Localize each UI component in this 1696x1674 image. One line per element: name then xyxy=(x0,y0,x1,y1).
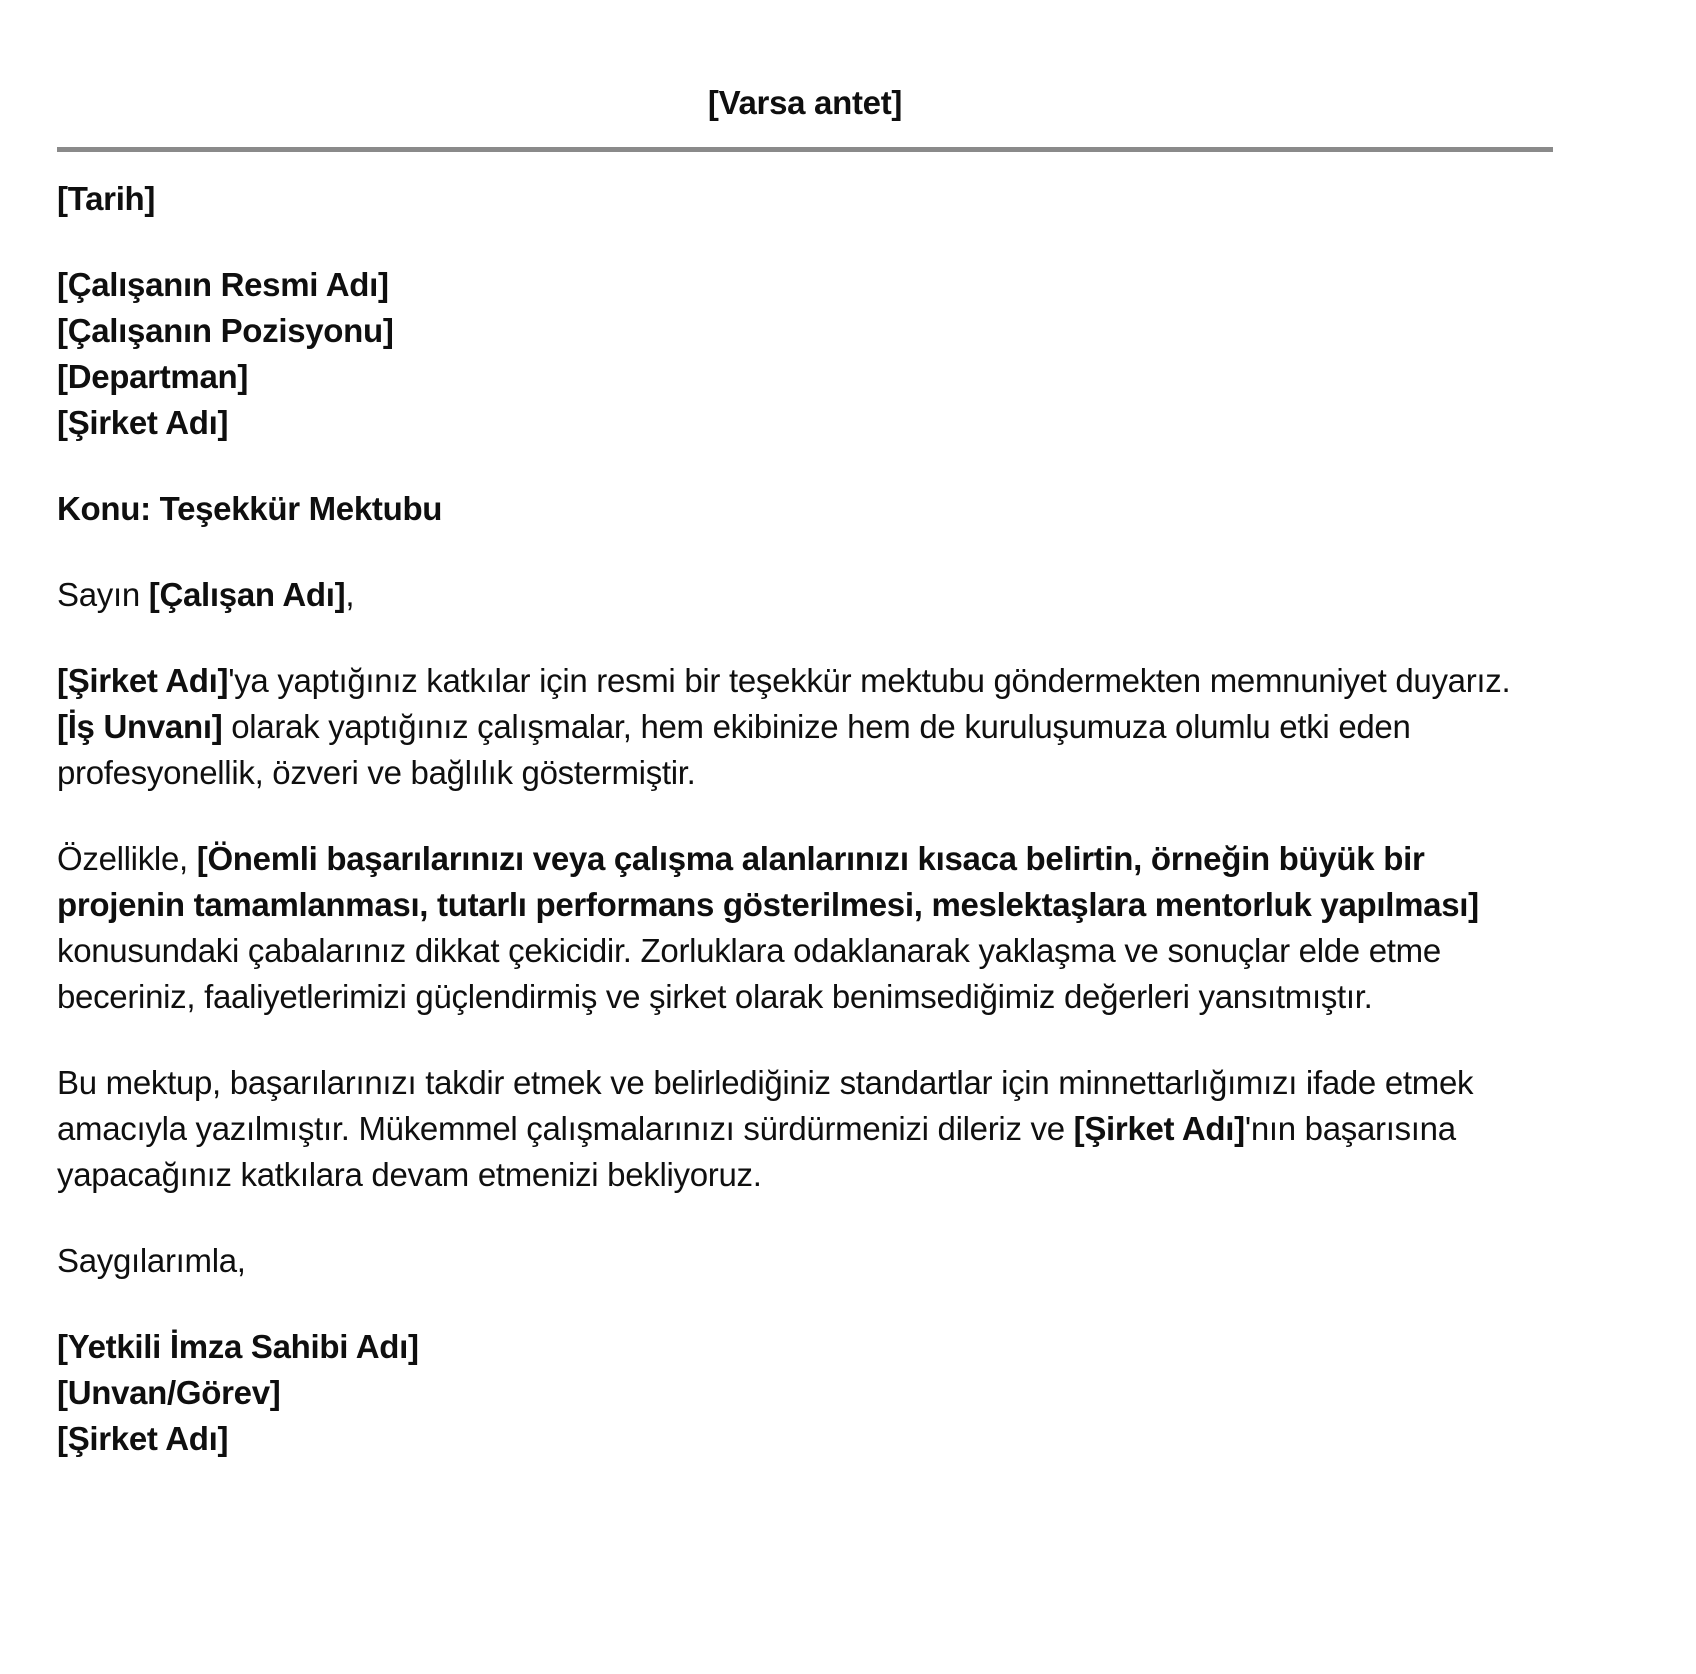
salutation xyxy=(57,572,1553,618)
salutation-prefix: Sayın xyxy=(57,576,140,613)
paragraph-achievements-lead: Özellikle, xyxy=(57,840,197,877)
paragraph-purpose-rest: 'nın başarısına yapacağınız katkılara devam etmenizi bekliyoruz. xyxy=(57,1110,1456,1193)
achievements-placeholder: [Önemli başarılarınızı veya çalışma alanlarınızı kısaca belirtin, örneğin büyük bir projenin tamamlanması, tutarlı performans gösterilmesi, meslektaşlara mentorluk yapılması] xyxy=(57,840,1479,923)
paragraph-appreciation-text-1: 'ya yaptığınız katkılar için resmi bir teşekkür mektubu göndermekten memnuniyet duyarız. xyxy=(228,662,1511,699)
recipient-block xyxy=(57,262,1553,446)
letterhead-divider xyxy=(57,147,1553,152)
paragraph-appreciation xyxy=(57,658,1553,796)
signature-line-title: [Unvan/Görev] xyxy=(57,1374,281,1411)
company-name-placeholder-2: [Şirket Adı] xyxy=(1073,1110,1245,1147)
paragraph-appreciation-text-2: olarak yaptığınız çalışmalar, hem ekibinize hem de kuruluşumuza olumlu etki eden profesyonellik, özveri ve bağlılık göstermiştir. xyxy=(57,708,1411,791)
paragraph-achievements-rest: konusundaki çabalarınız dikkat çekicidir. Zorluklara odaklanarak yaklaşma ve sonuçlar elde etme beceriniz, faaliyetlerimizi güçlendirmiş ve şirket olarak benimsediğimiz değerleri yansıtmıştır. xyxy=(57,932,1441,1015)
recipient-line-company: [Şirket Adı] xyxy=(57,404,229,441)
signature-line-signer: [Yetkili İmza Sahibi Adı] xyxy=(57,1328,419,1365)
company-name-placeholder: [Şirket Adı] xyxy=(57,662,229,699)
salutation-suffix: , xyxy=(345,576,355,613)
recipient-line-position: [Çalışanın Pozisyonu] xyxy=(57,312,394,349)
salutation-employee-name: [Çalışan Adı] xyxy=(148,576,346,613)
paragraph-purpose-lead: Bu mektup, başarılarınızı takdir etmek ve belirlediğiniz standartlar için minnettarlığımızı ifade etmek amacıyla yazılmıştır. Mükemmel çalışmalarınızı sürdürmenizi dileriz ve xyxy=(57,1064,1474,1147)
closing-line: Saygılarımla, xyxy=(57,1242,246,1279)
signature-line-company: [Şirket Adı] xyxy=(57,1420,229,1457)
letterhead-placeholder: [Varsa antet] xyxy=(707,84,903,121)
subject-line: Konu: Teşekkür Mektubu xyxy=(57,490,443,527)
recipient-line-department: [Departman] xyxy=(57,358,249,395)
date-line: [Tarih] xyxy=(57,180,156,217)
signature-block xyxy=(57,1324,1553,1462)
paragraph-purpose xyxy=(57,1060,1553,1198)
paragraph-achievements xyxy=(57,836,1553,1020)
recipient-line-name: [Çalışanın Resmi Adı] xyxy=(57,266,389,303)
job-title-placeholder: [İş Unvanı] xyxy=(57,708,223,745)
